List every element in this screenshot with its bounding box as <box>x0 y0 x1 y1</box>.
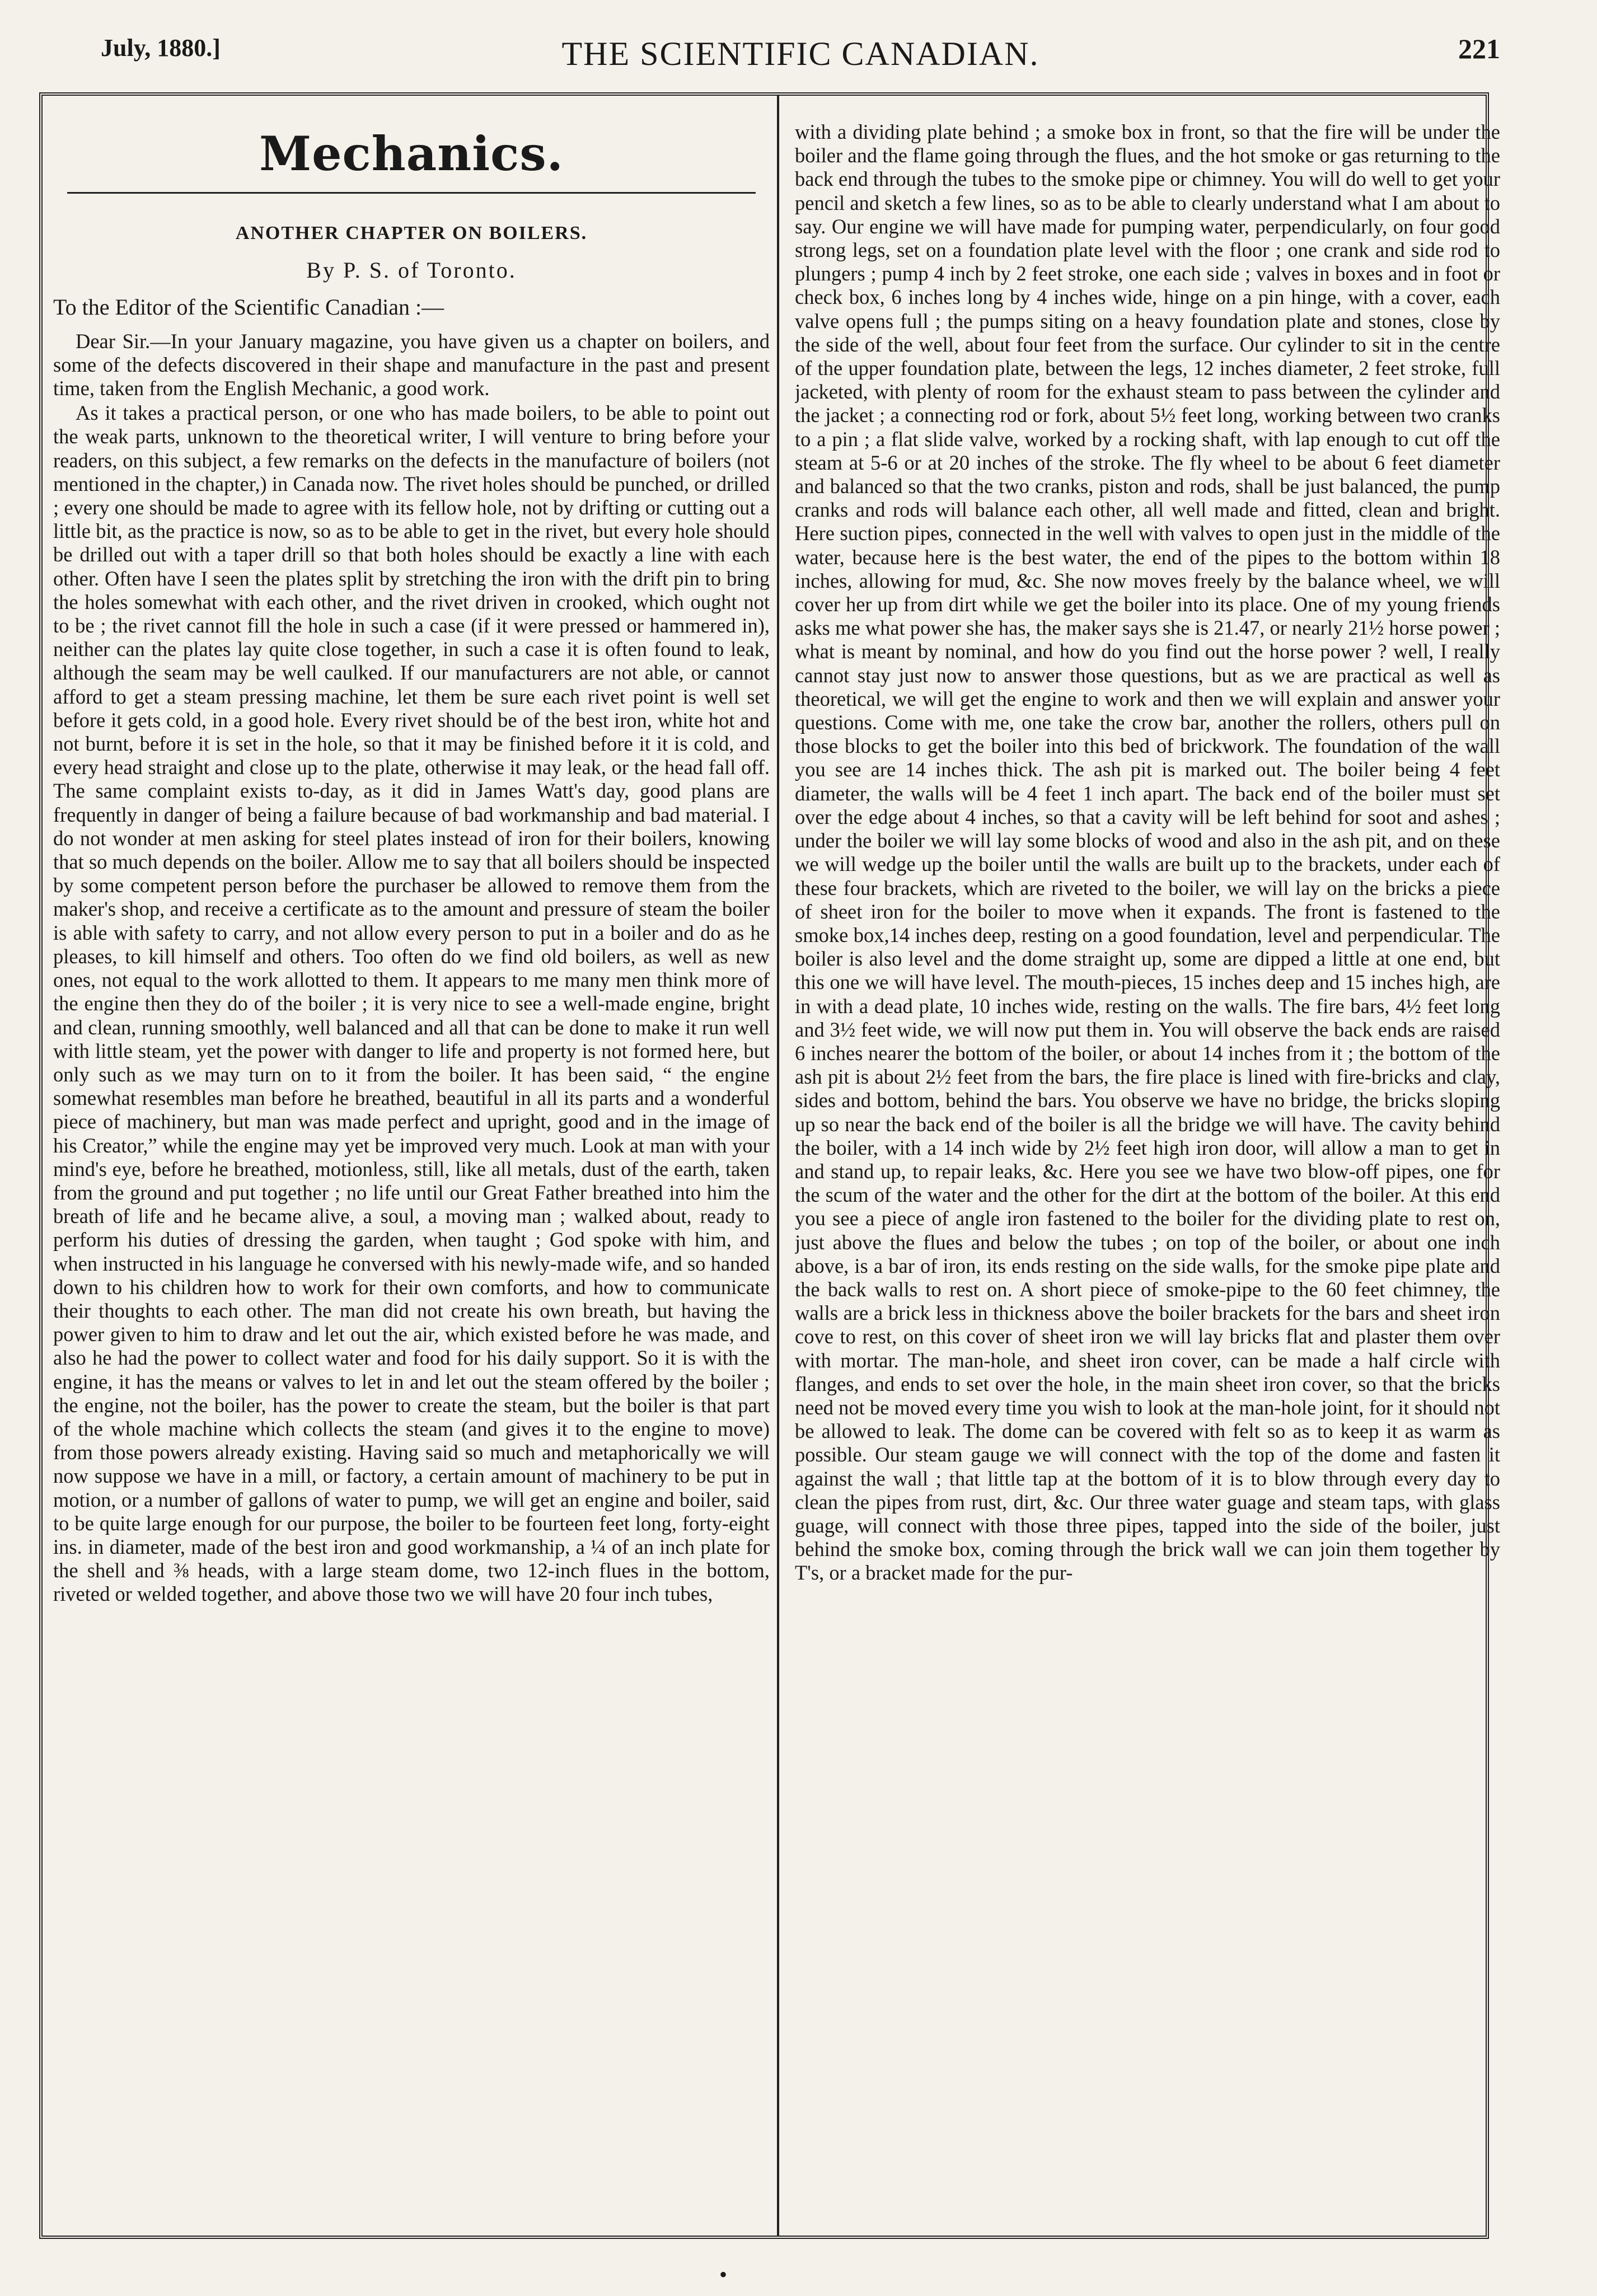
paragraph: with a dividing plate behind ; a smoke box in front, so that the fire will be under the boiler and the flame going through the flues, and the hot smoke or gas returning to the back end through the tubes to the smoke pipe or chimney. You will do well to get your pencil and sketch a few lines, so as to be able to clearly understand what I am about to say. Our engine we will have made for pumping water, perpendicularly, on four good strong legs, set on a foundation plate level with the floor ; one crank and side rod to plungers ; pump 4 inch by 2 feet stroke, one each side ; valves in boxes and in foot or check box, 6 inches long by 4 inches wide, hinge on a pin hinge, with a cover, each valve opens full ; the pumps siting on a heavy foundation plate and stones, close by the side of the well, about four feet from the surface. Our cylinder to sit in the centre of the upper foundation plate, between the legs, 12 inches diameter, 2 feet stroke, full jacketed, with plenty of room for the exhaust steam to pass between the cylinder and the jacket ; a connecting rod or fork, about 5½ feet long, working between two cranks to a pin ; a flat slide valve, worked by a rocking shaft, with lap enough to cut off the steam at 5-6 or at 20 inches of the stroke. The fly wheel to be about 6 feet diameter and balanced so that the two cranks, piston and rods, shall be just balanced, the pump cranks and rods will balance each other, all well made and fitted, clean and bright. Here suction pipes, connected in the well with valves to open just in the middle of the water, because here is the best water, the end of the pipes to the bottom within 18 inches, allowing for mud, &c. She now moves freely by the balance wheel, we will cover her up from dirt while we get the boiler into its place. One of my young friends asks me what power she has, the maker says she is 21.47, or nearly 21½ horse power ; what is meant by nominal, and how do you find out the horse power ? well, I really cannot stay just now to answer those questions, but as we are practical as well as theoretical, we will get the engine to work and then we will explain and answer your questions. Come with me, one take the crow bar, another the rollers, others pull on those blocks to get the boiler into this bed of brickwork. The foundation of the wall you see are 14 inches thick. The ash pit is marked out. The boiler being 4 feet diameter, the walls will be 4 feet 1 inch apart. The back end of the boiler must set over the edge about 4 inches, so that a cavity will be left behind for soot and ashes ; under the boiler we will lay some blocks of wood and also in the ash pit, and on these we will wedge up the boiler until the walls are built up to the brackets, under each of these four brackets, which are riveted to the boiler, we will lay on the bricks a piece of sheet iron for the boiler to move when it expands. The front is fastened to the smoke box,14 inches deep, resting on a good foundation, level and perpendicular. The boiler is also level and the dome straight up, some are dipped a little at one end, but this one we will have level. The mouth-pieces, 15 inches deep and 15 inches high, are in with a dead plate, 10 inches wide, resting on the walls. The fire bars, 4½ feet long and 3½ feet wide, we will now put them in. You will observe the back ends are raised 6 inches nearer the bottom of the boiler, or about 14 inches from it ; the bottom of the ash pit is about 2½ feet from the bars, the fire place is lined with fire-bricks and clay, sides and bottom, behind the bars. You observe we have no bridge, the bricks sloping up so near the back end of the boiler is all the bridge we will have. The cavity behind the boiler, with a 14 inch wide by 2½ feet high iron door, will allow a man to get in and stand up, to repair leaks, &c. Here you see we have two blow-off pipes, one for the scum of the water and the other for the dirt at the bottom of the boiler. At this end you see a piece of angle iron fastened to the boiler for the dividing plate to rest on, just above the flues and below the tubes ; on top of the boiler, or about one inch above, is a bar of iron, its ends resting on the side walls, for the smoke pipe plate and the back walls to rest on. A short piece of smoke-pipe to the 60 feet chimney, the walls are a brick less in thickness above the boiler brackets for the bars and sheet iron cove to rest, on this cover of sheet iron we will lay bricks flat and plaster them over with mortar. The man-hole, and sheet iron cover, can be made a half circle with flanges, and ends to set over the hole, in the main sheet iron cover, so that the bricks need not be moved every time you wish to look at the man-hole joint, for it should not be allowed to leak. The dome can be covered with felt so as to keep it as warm as possible. Our steam gauge we will connect with the top of the dome and fasten it against the wall ; that little tap at the bottom of it is to blow through every day to clean the pipes from rust, dirt, &c. Our three water guage and steam taps, with glass guage, will connect with those three pipes, tapped into the side of the boiler, just behind the smoke box, coming through the brick wall we can join them together by T's, or a bracket made for the pur- <box>795 120 1500 1585</box>
left-column <box>53 120 770 2225</box>
article-byline: By P. S. of Toronto. <box>306 257 517 283</box>
paragraph: Dear Sir.—In your January magazine, you have given us a chapter on boilers, and some of the defects discovered in their shape and manufacture in the past and present time, taken from the English Mechanic, a good work. <box>53 329 770 400</box>
publication-title: THE SCIENTIFIC CANADIAN. <box>561 35 1039 72</box>
section-title: Mechanics. <box>259 126 564 181</box>
column-divider <box>777 95 779 2236</box>
paragraph: As it takes a practical person, or one who has made boilers, to be able to point out the weak parts, unknown to the theoretical writer, I will venture to bring before your readers, on this subject, a few remarks on the defects in the manufacture of boilers (not mentioned in the chapter,) in Canada now. The rivet holes should be punched, or drilled ; every one should be made to agree with its fellow hole, not by drifting or cutting out a little bit, as the practice is now, so as to be able to get in the rivet, but every hole should be drilled out with a taper drill so that both holes should be exactly a line with each other. Often have I seen the plates split by stretching the iron with the drift pin to bring the holes somewhat with each other, and the rivet driven in crooked, which ought not to be ; the rivet cannot fill the hole in such a case (if it were pressed or hammered in), neither can the plates lay quite close together, in such a case it is often found to leak, although the seam may be well caulked. If our manufacturers are not able, or cannot afford to get a steam pressing machine, let them be sure each rivet point is well set before it gets cold, in a good hole. Every rivet should be of the best iron, white hot and not burnt, before it is set in the hole, so that it may be finished before it it is cold, and every head straight and close up to the plate, otherwise it may leak, or the head fall off. The same complaint exists to-day, as it did in James Watt's day, good plans are frequently in danger of being a failure because of bad workmanship and bad material. I do not wonder at men asking for steel plates instead of iron for their boilers, knowing that so much depends on the boiler. Allow me to say that all boilers should be inspected by some competent person before the purchaser be allowed to remove them from the maker's shop, and receive a certificate as to the amount and pressure of steam the boiler is able with safety to carry, and not allow every person to put in a boiler and do as he pleases, to kill himself and others. Too often do we find old boilers, as well as new ones, not equal to the work allotted to them. It appears to me many men think more of the engine then they do of the boiler ; it is very nice to see a well-made engine, bright and clean, running smoothly, well balanced and all that can be done to make it run well with little steam, yet the power with danger to life and property is not formed here, but only such as we may turn on to it from the boiler. It has been said, “ the engine somewhat resembles man before he breathed, beautiful in all its parts and a wonderful piece of machinery, but man was made perfect and upright, good and in the image of his Creator,” while the engine may yet be improved very much. Look at man with your mind's eye, before he breathed, motionless, still, like all metals, dust of the earth, taken from the ground and put together ; no life until our Great Father breathed into him the breath of life and he became alive, a soul, a moving man ; walked about, ready to perform his duties of dressing the garden, when taught ; God spoke with him, and when instructed in his language he conversed with his newly-made wife, and so handed down to his children how to work for their own comforts, and how to communicate their thoughts to each other. The man did not create his own breath, but having the power given to him to draw and let out the air, which existed before he was made, and also he had the power to collect water and food for his daily support. So it is with the engine, it has the means or valves to let in and let out the steam offered by the boiler ; the engine, not the boiler, has the power to create the steam, but the boiler is that part of the whole machine which collects the steam (and gives it to the engine to move) from those powers already existing. Having said so much and metaphorically we will now suppose we have in a mill, or factory, a certain amount of machinery to be put in motion, or a number of gallons of water to pump, we will get an engine and boiler, said to be quite large enough for our purpose, the boiler to be fourteen feet long, forty-eight ins. in diameter, made of the best iron and good workmanship, a ¼ of an inch plate for the shell and ⅜ heads, with a large steam dome, two 12-inch flues in the bottom, riveted or welded together, and above those two we will have 20 four inch tubes, <box>53 401 770 1606</box>
letter-body-left <box>53 330 770 1606</box>
right-column <box>795 120 1500 2225</box>
section-rule <box>67 192 756 194</box>
page-number: 221 <box>1458 33 1500 64</box>
issue-date: July, 1880.] <box>101 34 221 62</box>
page-header <box>84 22 1517 90</box>
footer-mark: • <box>719 2262 728 2287</box>
article-title: ANOTHER CHAPTER ON BOILERS. <box>235 223 588 243</box>
salutation: To the Editor of the Scientific Canadian :— <box>53 294 444 320</box>
